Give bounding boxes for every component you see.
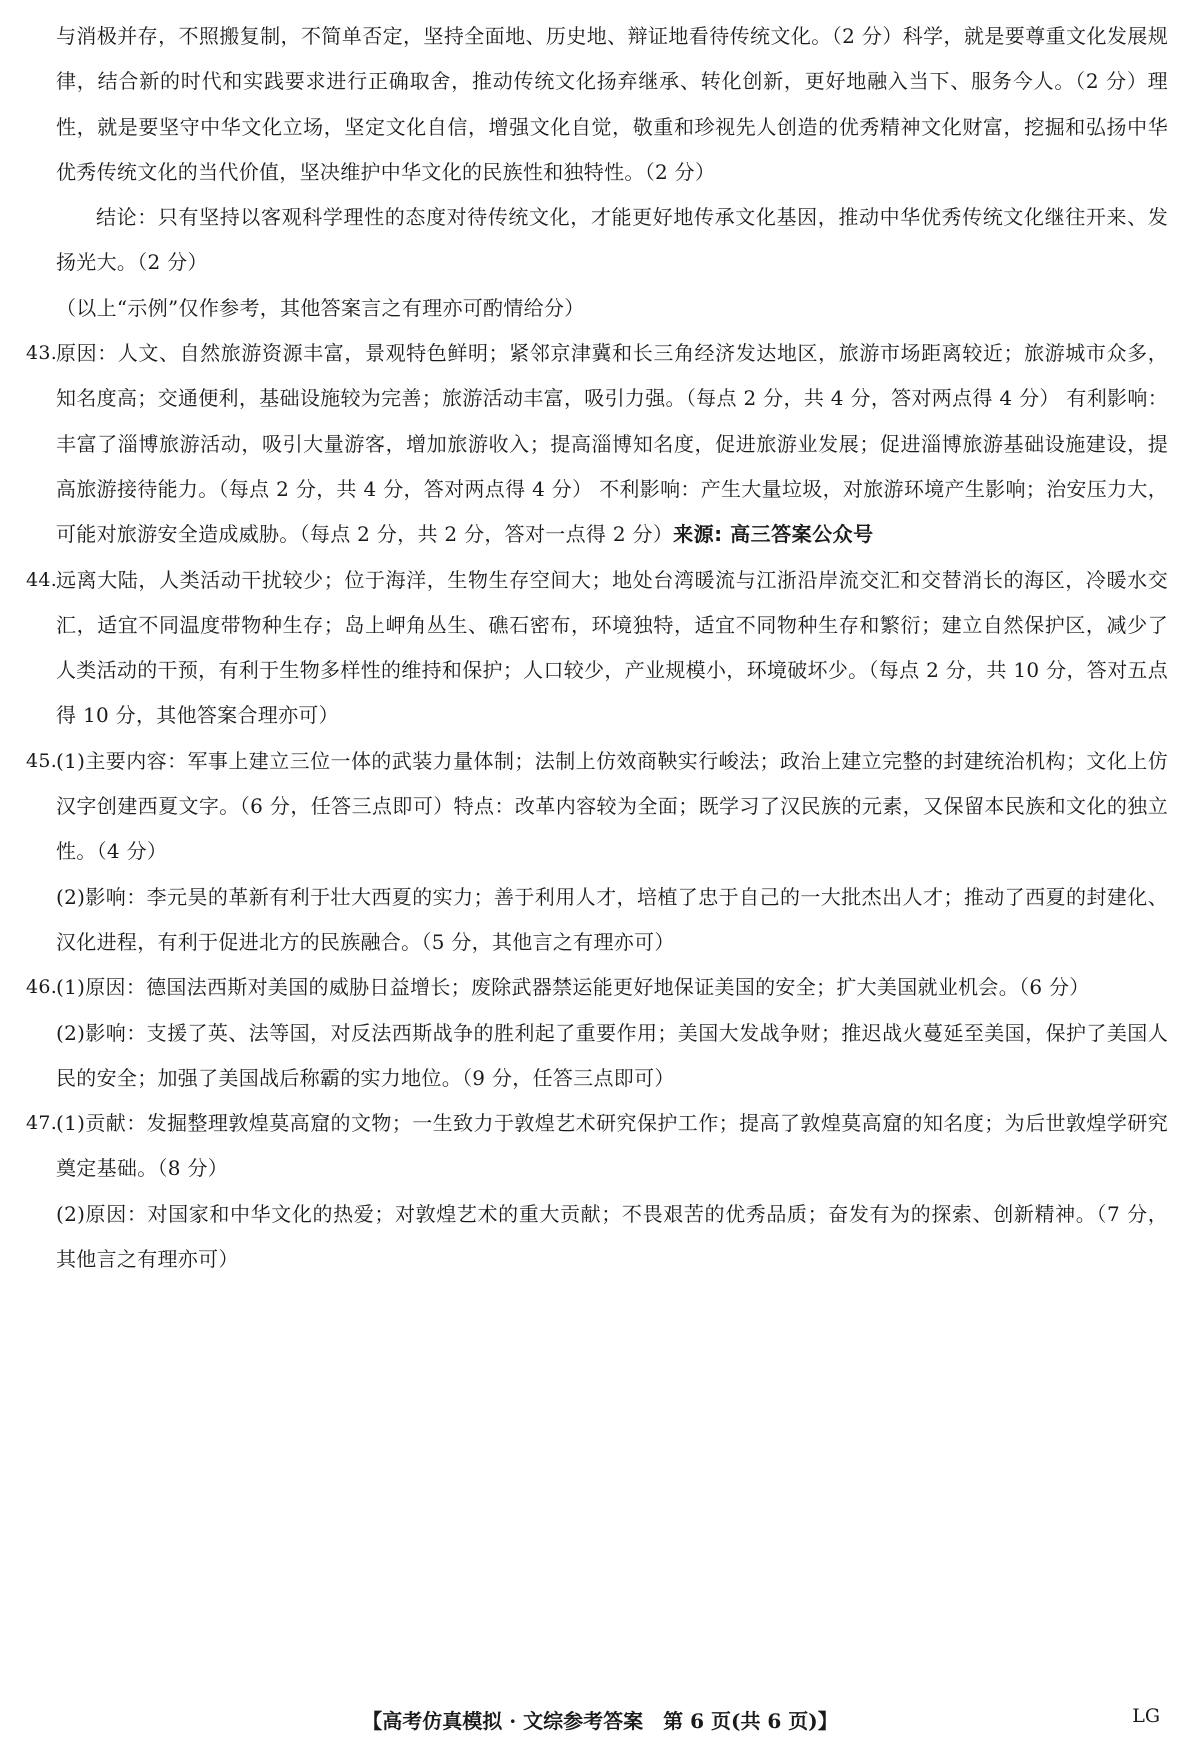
question-number: 46. — [26, 976, 58, 999]
conclusion-paragraph: 结论：只有坚持以客观科学理性的态度对待传统文化，才能更好地传承文化基因，推动中华优秀传统文化继往开来、发扬光大。（2 分） — [56, 205, 1168, 275]
question-number: 44. — [26, 568, 58, 591]
question-number: 43. — [26, 342, 58, 365]
question-43-text: 原因：人文、自然旅游资源丰富，景观特色鲜明；紧邻京津冀和长三角经济发达地区，旅游市场距离较近；旅游城市众多，知名度高；交通便利，基础设施较为完善；旅游活动丰富，吸引力强。（每点 2 分，共 4 分，答对两点得 4 分） 有利影响：丰富了淄博旅游活动，吸引大量游客，增加旅游收入；提高淄博知名度，促进旅游业发展；促进淄博旅游基础设施建设，提高旅游接待能力。（每点 2 分，共 4 分，答对两点得 4 分） 不利影响：产生大量垃圾，对旅游环境产生影响；治安压力大，可能对旅游安全造成威胁。（每点 2 分，共 2 分，答对一点得 2 分） — [56, 341, 1168, 547]
answer-content — [26, 14, 1168, 1282]
question-47-part-1: (1)贡献：发掘整理敦煌莫高窟的文物；一生致力于敦煌艺术研究保护工作；提高了敦煌莫高窟的知名度；为后世敦煌学研究奠定基础。（8 分） — [56, 1111, 1168, 1181]
question-43-answer — [56, 331, 1168, 557]
question-number: 47. — [26, 1112, 58, 1135]
page-footer: 【高考仿真模拟 · 文综参考答案 第 6 页(共 6 页)】 — [362, 1709, 838, 1733]
question-46 — [26, 965, 1168, 1101]
question-46-part-2: (2)影响：支援了英、法等国，对反法西斯战争的胜利起了重要作用；美国大发战争财；推迟战火蔓延至美国，保护了美国人民的安全；加强了美国战后称霸的实力地位。（9 分，任答三点即可） — [56, 1020, 1168, 1090]
question-44-answer: 远离大陆，人类活动干扰较少；位于海洋，生物生存空间大；地处台湾暖流与江浙沿岸流交汇和交替消长的海区，冷暖水交汇，适宜不同温度带物种生存；岛上岬角丛生、礁石密布，环境独特，适宜不同物种生存和繁衍；建立自然保护区，减少了人类活动的干预，有利于生物多样性的维持和保护；人口较少，产业规模小，环境破坏少。（每点 2 分，共 10 分，答对五点得 10 分，其他答案合理亦可） — [56, 567, 1168, 728]
intro-paragraph: 与消极并存，不照搬复制，不简单否定，坚持全面地、历史地、辩证地看待传统文化。（2 分）科学，就是要尊重文化发展规律，结合新的时代和实践要求进行正确取舍，推动传统文化扬弃继承、转化创新，更好地融入当下、服务今人。（2 分）理性，就是要坚守中华文化立场，坚定文化自信，增强文化自觉，敬重和珍视先人创造的优秀精神文化财富，挖掘和弘扬中华优秀传统文化的当代价值，坚决维护中华文化的民族性和独特性。（2 分） — [56, 24, 1168, 184]
question-47-part-2: (2)原因：对国家和中华文化的热爱；对敦煌艺术的重大贡献；不畏艰苦的优秀品质；奋发有为的探索、创新精神。（7 分，其他言之有理亦可） — [56, 1201, 1168, 1272]
question-44 — [26, 558, 1168, 739]
question-number: 45. — [26, 749, 58, 772]
question-45-part-2: (2)影响：李元昊的革新有利于壮大西夏的实力；善于利用人才，培植了忠于自己的一大批杰出人才；推动了西夏的封建化、汉化进程，有利于促进北方的民族融合。（5 分，其他言之有理亦可） — [56, 884, 1168, 954]
reference-note: （以上“示例”仅作参考，其他答案言之有理亦可酌情给分） — [56, 295, 585, 320]
question-45-part-1: (1)主要内容：军事上建立三位一体的武装力量体制；法制上仿效商鞅实行峻法；政治上建立完整的封建统治机构；文化上仿汉字创建西夏文字。（6 分，任答三点即可）特点：改革内容较为全面；既学习了汉民族的元素，又保留本民族和文化的独立性。（4 分） — [56, 748, 1168, 864]
question-47 — [26, 1101, 1168, 1282]
question-46-part-1: (1)原因：德国法西斯对美国的威胁日益增长；废除武器禁运能更好地保证美国的安全；扩大美国就业机会。（6 分） — [56, 975, 1090, 1000]
question-45 — [26, 739, 1168, 965]
question-43 — [26, 331, 1168, 557]
footer-code: LG — [1132, 1705, 1160, 1727]
source-watermark: 来源: 高三答案公众号 — [673, 522, 874, 547]
